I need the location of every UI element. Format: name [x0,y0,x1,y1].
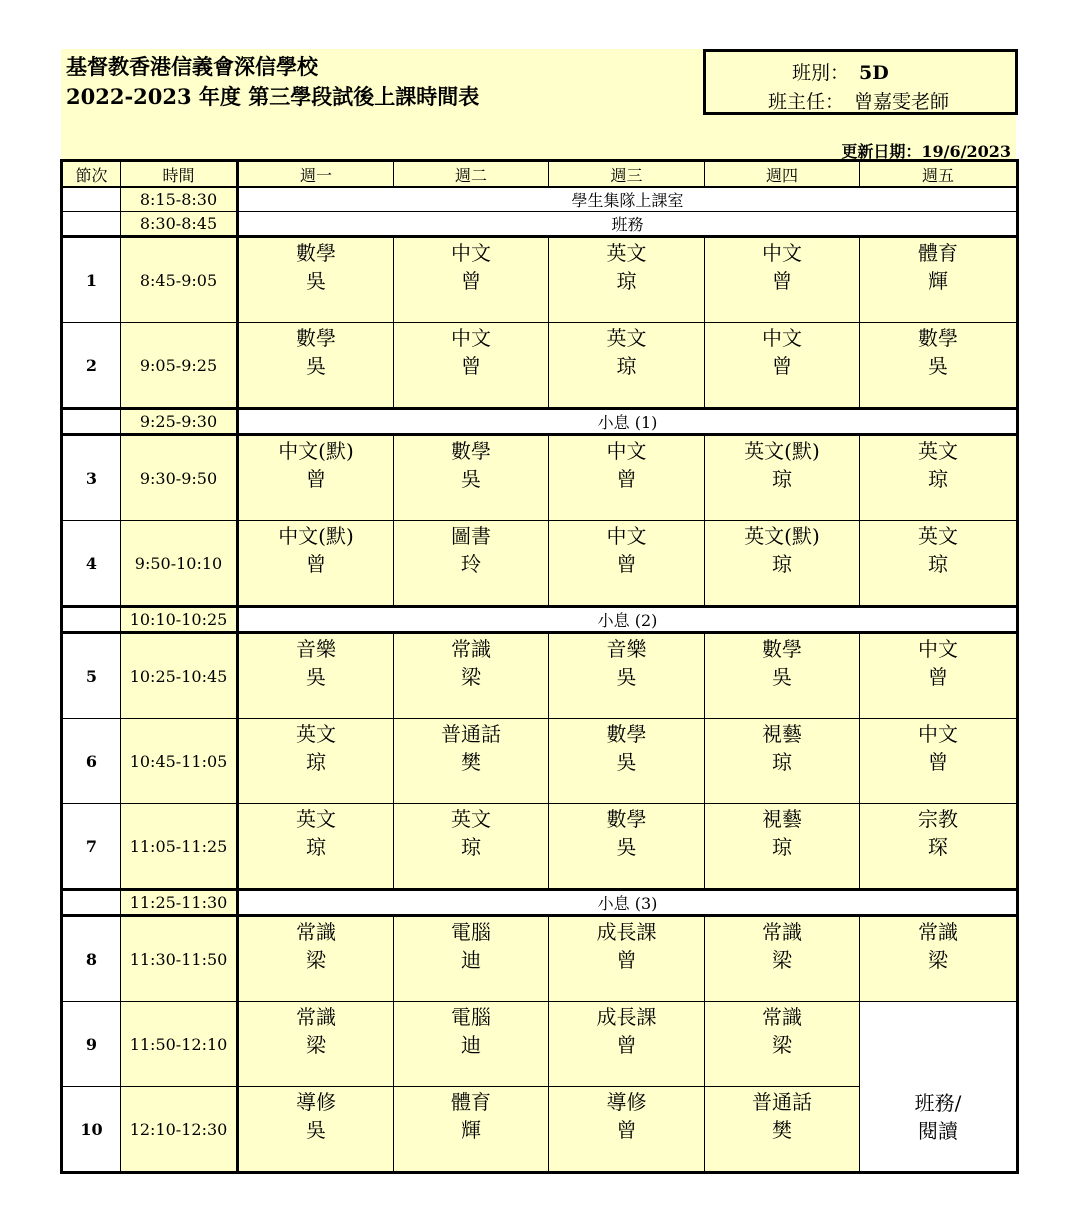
lesson-cell [705,916,860,1002]
teacher-name: 曾 [306,552,326,576]
lesson-cell [549,323,705,409]
subject-name: 中文 [451,326,491,350]
lesson-row [62,1002,1018,1087]
update-date-label: 更新日期： [841,142,922,161]
lesson-cell [549,521,705,607]
break-label: 小息 (3) [238,890,1018,916]
lesson-cell [705,521,860,607]
subject-name: 數學 [762,637,802,661]
subject-name: 常識 [762,1005,802,1029]
teacher-name: 曾 [772,269,792,293]
subject-name: 成長課 [596,1005,657,1029]
lesson-cell [238,633,394,719]
subject-name: 常識 [762,920,802,944]
lesson-cell [860,916,1018,1002]
subject-name: 中文(默) [278,524,354,548]
lesson-row [62,633,1018,719]
teacher-name: 迪 [461,948,481,972]
teacher-name: 輝 [461,1118,481,1142]
period-header: 節次 [62,161,121,188]
teacher-name: 吳 [306,665,326,689]
period-time: 12:10-12:30 [121,1087,238,1173]
subject-name: 英文 [451,807,491,831]
subject-name: 常識 [918,920,958,944]
lesson-cell [394,435,549,521]
lesson-cell [860,237,1018,323]
friday-merged-cell [860,1002,1018,1173]
lesson-cell [549,1087,705,1173]
subject-name: 英文 [296,722,336,746]
teacher-name: 曾 [461,354,481,378]
teacher-name: 梁 [306,1033,326,1057]
teacher-name: 曾 [616,467,637,491]
period-time: 11:30-11:50 [121,916,238,1002]
subject-name: 成長課 [596,920,657,944]
teacher-name: 梁 [461,665,481,689]
lesson-cell [238,323,394,409]
header-row [62,161,1018,188]
period-time: 8:45-9:05 [121,237,238,323]
teacher-name: 琼 [772,835,792,859]
lesson-cell [549,916,705,1002]
teacher-name: 琼 [772,467,792,491]
school-name: 基督教香港信義會深信學校 [66,54,318,79]
subject-name: 電腦 [451,920,491,944]
lesson-row [62,521,1018,607]
lesson-cell [394,804,549,890]
lesson-cell [705,633,860,719]
subject-name: 數學 [296,241,336,265]
lesson-row [62,916,1018,1002]
teacher-name: 梁 [306,948,326,972]
day-header-tue: 週二 [394,161,549,188]
subject-name: 電腦 [451,1005,491,1029]
period-number [62,890,121,916]
teacher-name: 琼 [461,835,481,859]
lesson-cell [549,719,705,804]
lesson-cell [549,237,705,323]
school-header [66,52,479,112]
subject-name: 中文 [762,326,802,350]
break-row [62,187,1018,212]
subject-name: 中文 [918,637,958,661]
lesson-cell [394,916,549,1002]
lesson-cell [549,1002,705,1087]
lesson-row [62,237,1018,323]
lesson-cell [394,719,549,804]
teacher-name: 曾 [772,354,792,378]
subject-name: 視藝 [762,807,802,831]
time-header: 時間 [121,161,238,188]
day-header-wed: 週三 [549,161,705,188]
class-info-box [703,49,1018,115]
lesson-cell [238,521,394,607]
lesson-cell [394,237,549,323]
merged-line-1: 班務/ [914,1090,962,1115]
teacher-name: 曾 [928,750,948,774]
teacher-name: 琼 [928,467,948,491]
subject-name: 中文 [606,524,647,548]
subject-name: 中文 [606,439,647,463]
lesson-cell [394,521,549,607]
subject-name: 英文 [918,524,958,548]
subject-name: 中文 [918,722,958,746]
break-row [62,212,1018,237]
teacher-name: 曾 [616,948,637,972]
subject-name: 宗教 [918,807,958,831]
period-time: 10:25-10:45 [121,633,238,719]
timetable-subtitle: 2022-2023 年度 第三學段試後上課時間表 [66,84,480,109]
lesson-row [62,719,1018,804]
period-number: 10 [62,1087,121,1173]
class-row [792,58,889,85]
teacher-name: 曾 [461,269,481,293]
lesson-cell [394,1087,549,1173]
period-number: 7 [62,804,121,890]
teacher-label: 班主任： [768,91,845,113]
period-number [62,607,121,633]
lesson-cell [394,633,549,719]
lesson-cell [705,237,860,323]
lesson-cell [860,719,1018,804]
subject-name: 數學 [451,439,491,463]
period-time: 8:15-8:30 [121,187,238,212]
teacher-name: 迪 [461,1033,481,1057]
teacher-name: 琼 [306,835,326,859]
teacher-name: 琼 [772,750,792,774]
teacher-name: 琼 [616,269,637,293]
subject-name: 數學 [606,807,647,831]
teacher-row [768,87,949,114]
teacher-name: 吳 [306,269,326,293]
lesson-cell [549,633,705,719]
teacher-name: 吳 [616,665,637,689]
lesson-cell [549,435,705,521]
subject-name: 體育 [918,241,958,265]
period-number [62,409,121,435]
lesson-cell [549,804,705,890]
lesson-cell [860,521,1018,607]
class-value: 5D [859,62,889,84]
teacher-name: 曾 [928,665,948,689]
break-row [62,409,1018,435]
teacher-name: 吳 [772,665,792,689]
teacher-name: 吳 [306,1118,326,1142]
subject-name: 圖書 [451,524,491,548]
period-number: 2 [62,323,121,409]
day-header-mon: 週一 [238,161,394,188]
lesson-cell [238,237,394,323]
period-time: 11:50-12:10 [121,1002,238,1087]
lesson-cell [705,1002,860,1087]
teacher-name: 琛 [928,835,948,859]
lesson-cell [238,1087,394,1173]
period-time: 11:05-11:25 [121,804,238,890]
period-time: 9:05-9:25 [121,323,238,409]
teacher-name: 琼 [616,354,637,378]
subject-name: 數學 [606,722,647,746]
lesson-cell [860,435,1018,521]
break-label: 學生集隊上課室 [238,187,1018,212]
subject-name: 導修 [606,1090,647,1114]
period-time: 10:45-11:05 [121,719,238,804]
class-label: 班別： [792,62,850,84]
subject-name: 英文(默) [744,439,820,463]
lesson-cell [238,916,394,1002]
lesson-cell [394,323,549,409]
teacher-name: 梁 [928,948,948,972]
subject-name: 中文 [762,241,802,265]
day-header-thu: 週四 [705,161,860,188]
timetable [60,159,1019,1174]
period-number: 1 [62,237,121,323]
subject-name: 英文 [606,326,647,350]
period-time: 9:25-9:30 [121,409,238,435]
teacher-name: 琼 [928,552,948,576]
subject-name: 中文 [451,241,491,265]
teacher-name: 曾 [616,552,637,576]
teacher-name: 吳 [616,750,637,774]
period-number: 4 [62,521,121,607]
break-label: 班務 [238,212,1018,237]
teacher-value: 曾嘉雯老師 [854,91,950,113]
subject-name: 導修 [296,1090,336,1114]
teacher-name: 吳 [461,467,481,491]
lesson-cell [394,1002,549,1087]
lesson-cell [705,719,860,804]
lesson-row [62,435,1018,521]
teacher-name: 玲 [461,552,481,576]
period-time: 8:30-8:45 [121,212,238,237]
subject-name: 常識 [296,920,336,944]
subject-name: 視藝 [762,722,802,746]
subject-name: 普通話 [441,722,501,746]
period-time: 9:50-10:10 [121,521,238,607]
lesson-cell [705,323,860,409]
subject-name: 中文(默) [278,439,354,463]
lesson-cell [860,804,1018,890]
break-label: 小息 (2) [238,607,1018,633]
teacher-name: 樊 [772,1118,792,1142]
teacher-name: 輝 [928,269,948,293]
lesson-row [62,804,1018,890]
period-number: 8 [62,916,121,1002]
subject-name: 常識 [296,1005,336,1029]
period-number: 3 [62,435,121,521]
teacher-name: 曾 [306,467,326,491]
subject-name: 數學 [296,326,336,350]
lesson-cell [238,804,394,890]
break-row [62,607,1018,633]
lesson-cell [705,804,860,890]
lesson-cell [705,1087,860,1173]
subject-name: 英文 [918,439,958,463]
subject-name: 普通話 [752,1090,812,1114]
lesson-cell [238,1002,394,1087]
lesson-cell [860,323,1018,409]
subject-name: 英文 [296,807,336,831]
period-time: 10:10-10:25 [121,607,238,633]
break-row [62,890,1018,916]
merged-line-2: 閱讀 [918,1118,958,1143]
teacher-name: 琼 [772,552,792,576]
lesson-cell [238,719,394,804]
subject-name: 常識 [451,637,491,661]
teacher-name: 樊 [461,750,481,774]
subject-name: 音樂 [606,637,647,661]
period-number: 6 [62,719,121,804]
teacher-name: 吳 [306,354,326,378]
period-number: 5 [62,633,121,719]
period-number: 9 [62,1002,121,1087]
subject-name: 音樂 [296,637,336,661]
break-label: 小息 (1) [238,409,1018,435]
subject-name: 體育 [451,1090,491,1114]
teacher-name: 梁 [772,1033,792,1057]
teacher-name: 梁 [772,948,792,972]
period-number [62,212,121,237]
lesson-cell [860,633,1018,719]
lesson-row [62,323,1018,409]
subject-name: 數學 [918,326,958,350]
subject-name: 英文 [606,241,647,265]
update-date-value: 19/6/2023 [921,142,1011,161]
teacher-name: 吳 [616,835,637,859]
lesson-cell [705,435,860,521]
subject-name: 英文(默) [744,524,820,548]
period-number [62,187,121,212]
teacher-name: 曾 [616,1118,637,1142]
period-time: 9:30-9:50 [121,435,238,521]
day-header-fri: 週五 [860,161,1018,188]
teacher-name: 曾 [616,1033,637,1057]
lesson-cell [238,435,394,521]
period-time: 11:25-11:30 [121,890,238,916]
teacher-name: 吳 [928,354,948,378]
teacher-name: 琼 [306,750,326,774]
